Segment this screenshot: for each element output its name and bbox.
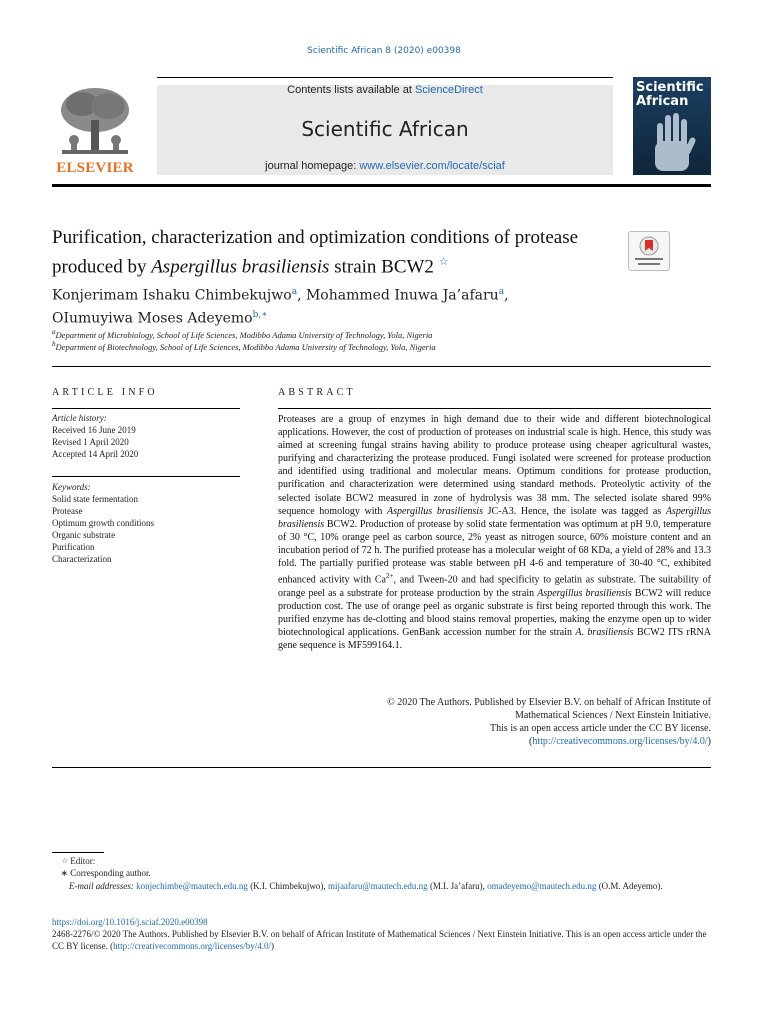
email-owner: (M.I. Ja’afaru),	[427, 881, 488, 891]
email-owner: (K.I. Chimbekujwo),	[247, 881, 328, 891]
author-list	[52, 283, 612, 328]
keyword: Organic substrate	[52, 530, 116, 540]
section-rule	[52, 366, 711, 367]
check-for-updates-button[interactable]	[628, 231, 670, 271]
email-link[interactable]: omadeyemo@mautech.edu.ng	[487, 881, 597, 891]
copyright-license: (http://creativecommons.org/licenses/by/4.0/)	[528, 736, 711, 747]
elsevier-wordmark: ELSEVIER	[56, 160, 134, 176]
title-footnote-star[interactable]: ☆	[438, 256, 449, 268]
email-link[interactable]: mijaafaru@mautech.edu.ng	[327, 881, 428, 891]
journal-cover-image	[633, 77, 711, 175]
contents-line	[157, 84, 613, 96]
abstract-heading: ABSTRACT	[278, 387, 356, 398]
journal-name: Scientific African	[301, 117, 469, 141]
article-title	[52, 226, 612, 279]
cover-title-line-1: Scientific	[636, 80, 704, 95]
keyword: Purification	[52, 542, 95, 552]
title-part-1: Purification, characterization and optimization conditions of protease produced by	[52, 227, 579, 278]
keywords-label: Keywords:	[52, 482, 91, 492]
author-name[interactable]: OIumuyiwa Moses Adeyemo	[52, 310, 253, 327]
abstract-segment: BCW2 will reduce production cost. The use of orange peel as organic substrate is first being reported through this work. The purified enzyme has de-clotting and blood stains removal properties, making the enzyme open up to wider biotechnological applications. GenBank accession number for the strain	[278, 587, 711, 638]
keyword: Optimum growth conditions	[52, 518, 154, 528]
author-name[interactable]: Konjerimam Ishaku Chimbekujwo	[52, 287, 292, 304]
cover-title-line-2: African	[636, 94, 689, 109]
journal-homepage-line	[157, 160, 613, 172]
affiliation-text: Department of Biotechnology, School of Life Sciences, Modibbo Adama University of Technology, Yola, Nigeria	[55, 341, 436, 352]
license-link[interactable]: http://creativecommons.org/licenses/by/4.0/	[113, 941, 271, 951]
author-affiliation-sup[interactable]: b,∗	[252, 309, 268, 320]
keyword: Solid state fermentation	[52, 494, 138, 504]
email-owner: (O.M. Adeyemo).	[596, 881, 663, 891]
journal-citation[interactable]: Scientific African 8 (2020) e00398	[307, 46, 461, 56]
doi-link[interactable]: https://doi.org/10.1016/j.sciaf.2020.e00398	[52, 917, 208, 927]
cover-title	[636, 81, 708, 109]
article-history	[52, 412, 240, 460]
affiliation-text: Department of Microbiology, School of Life Sciences, Modibbo Adama University of Technology, Yola, Nigeria	[55, 329, 433, 340]
keyword: Characterization	[52, 554, 112, 564]
license-end: )	[270, 941, 274, 951]
editor-label: Editor:	[70, 856, 96, 866]
keywords-rule	[52, 476, 240, 477]
article-info-heading: ARTICLE INFO	[52, 387, 158, 398]
hand-icon	[649, 111, 697, 173]
abstract-segment: BCW2 ITS rRNA gene sequence is MF599164.1.	[278, 626, 711, 651]
homepage-link[interactable]: www.elsevier.com/locate/sciaf	[359, 160, 505, 172]
abstract-italic: Aspergillus brasiliensis	[537, 587, 632, 599]
header-top-rule	[157, 77, 613, 78]
contents-prefix: Contents lists available at	[287, 84, 415, 96]
email-label: E-mail addresses:	[69, 881, 134, 891]
author-affiliation-sup[interactable]: a	[291, 287, 298, 297]
homepage-prefix: journal homepage:	[265, 160, 360, 172]
abstract-segment: Proteases are a group of enzymes in high demand due to their wide and different biotechnological applications. However, the cost of production of proteases on industrial scale is high. Hence, this study was aimed at screening fungal strains having ability to produce protease using cheaper agricultural wastes, purifying and characterizing the protease produced. Fungi isolated were screened for protease production and identified using traditional and molecular means. Optimum conditions for protease production, purification and characterization were determined using standard methods. Proteolytic activity of the selected isolate BCW2 measured in zone of hydrolysis was 38 mm. The selected isolate shared 99% sequence homology with	[278, 414, 711, 517]
copyright-line: This is an open access article under the CC BY license.	[490, 723, 711, 734]
abstract-italic: Aspergillus brasiliensis	[386, 505, 483, 517]
author-name[interactable]: Mohammed Inuwa Ja’afaru	[305, 287, 499, 304]
corresponding-footnote	[52, 867, 711, 879]
email-link[interactable]: konjechimbe@mautech.edu.ng	[136, 881, 248, 891]
history-accepted: Accepted 14 April 2020	[52, 449, 139, 459]
affiliation-a	[52, 328, 432, 340]
author-separator: ,	[297, 287, 306, 304]
abstract-segment: BCW2. Production of protease by solid state fermentation was optimum at pH 9.0, temperature of 30 °C, 10% orange peel as carbon source, 2% yeast as nitrogen source, 60% moisture content and an incubation period of 72 h. The purified protease has a molecular weight of 68 KDa, a yield of 28% and 13.3 fold. The partially purified protease was stable between pH 4-6 and temperature of 30-40 °C, exhibited enhanced activity with Ca	[278, 518, 711, 586]
affiliation-marker: b	[52, 340, 56, 348]
title-species: Aspergillus brasiliensis	[151, 256, 330, 278]
calcium-charge: 2+	[385, 572, 394, 581]
abstract-segment: JC-A3. Hence, the isolate was tagged as	[482, 505, 666, 517]
keywords-block	[52, 481, 240, 565]
footnote-rule	[52, 852, 104, 853]
history-revised: Revised 1 April 2020	[52, 437, 129, 447]
check-for-updates-icon	[629, 232, 669, 270]
license-link[interactable]: http://creativecommons.org/licenses/by/4.0/	[532, 736, 708, 747]
abstract-rule	[278, 408, 711, 409]
section-rule	[52, 767, 711, 768]
abstract-italic: Aspergillus brasiliensis	[278, 505, 711, 530]
header-bottom-rule	[52, 184, 711, 187]
corresponding-marker: ∗	[60, 868, 68, 878]
editor-marker: ☆	[61, 857, 68, 865]
keyword: Protease	[52, 506, 83, 516]
affiliation-b	[52, 340, 436, 352]
editor-footnote	[52, 855, 711, 867]
affiliation-marker: a	[52, 328, 56, 336]
article-info-rule	[52, 408, 240, 409]
abstract-segment: , and Tween-20 and had specificity to gelatin as substrate. The suitability of orange peel as a substrate for protease production by the strain	[278, 574, 711, 599]
abstract-text	[278, 413, 711, 652]
license-text: 2468-2276/© 2020 The Authors. Published by Elsevier B.V. on behalf of African Institute of Mathematical Sciences / Next Einstein Initiative. This is an open access article under the CC BY license. (	[52, 929, 707, 951]
history-label: Article history:	[52, 413, 107, 423]
copyright-line: © 2020 The Authors. Published by Elsevier B.V. on behalf of African Institute of	[387, 697, 711, 708]
email-footnote	[52, 880, 711, 892]
history-received: Received 16 June 2019	[52, 425, 136, 435]
copyright-line: Mathematical Sciences / Next Einstein Initiative.	[514, 710, 711, 721]
abstract-italic: A. brasiliensis	[575, 626, 634, 638]
author-separator: ,	[504, 287, 509, 304]
author-affiliation-sup[interactable]: a	[498, 287, 505, 297]
license-statement	[52, 928, 711, 952]
corresponding-label: Corresponding author.	[70, 868, 151, 878]
copyright-block	[278, 696, 711, 748]
title-part-2: strain BCW2	[329, 256, 434, 278]
sciencedirect-link[interactable]: ScienceDirect	[414, 84, 483, 96]
